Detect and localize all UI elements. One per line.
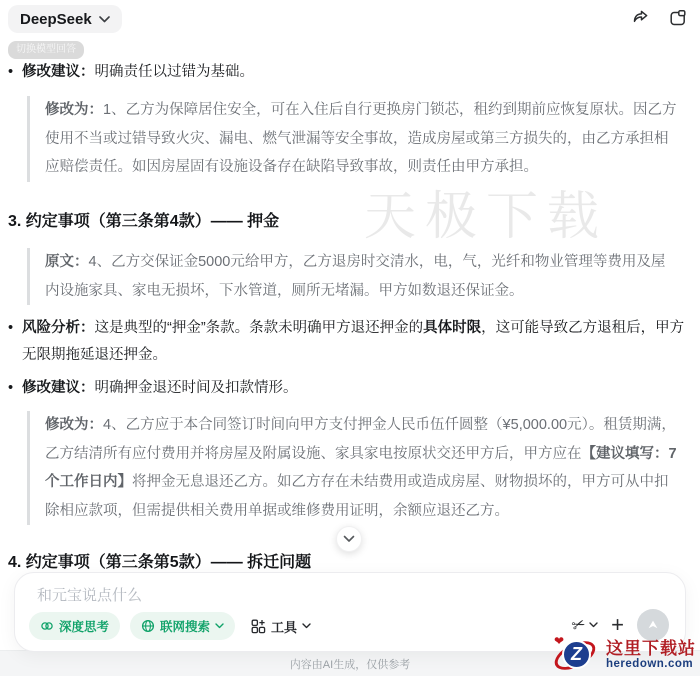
risk-analysis-bullet (10, 315, 686, 369)
tools-grid-icon (251, 619, 266, 634)
logo-letter: Z (562, 640, 591, 669)
bullet-label: 修改建议： (22, 380, 95, 396)
chat-input[interactable] (37, 584, 517, 606)
chevron-down-icon (343, 535, 355, 543)
model-switch-tooltip: 切换模型回答 (8, 41, 84, 59)
chevron-down-icon (589, 622, 598, 628)
quote-label: 修改为： (45, 102, 103, 118)
model-name: DeepSeek (20, 10, 92, 28)
bullet-bold-text: 具体时限 (423, 320, 482, 336)
ai-disclaimer: 内容由AI生成，仅供参考 (289, 659, 411, 671)
capture-icon[interactable] (668, 8, 688, 28)
quote-bold-text: 【建议填写：7个工作日内】 (45, 445, 677, 490)
site-logo-icon (552, 636, 602, 674)
quote-block-3 (27, 411, 678, 525)
globe-icon (141, 619, 155, 633)
share-icon[interactable] (630, 8, 650, 28)
quote-block-2 (27, 248, 678, 305)
quote-text: 4、乙方应于本合同签订时间向甲方支付押金人民币伍仟圆整（¥5,000.00元）。租赁期满，乙方结清所有应付费用并将房屋及附属设施、家具家电按原状交还甲方后，甲方应在 (45, 417, 676, 462)
site-name: 这里下载站 (606, 638, 696, 658)
deep-think-button[interactable] (29, 612, 120, 640)
section-heading-4: 4. 约定事项（第三条第5款）—— 拆迁问题 (8, 554, 312, 571)
quote-text: 4、乙方交保证金5000元给甲方，乙方退房时交清水，电，气，光纤和物业管理等费用及屋内设施家具、家电无损坏，下水管道，厕所无堵漏。甲方如数退还保证金。 (45, 254, 666, 299)
quote-block-1 (27, 96, 678, 182)
chevron-down-icon (215, 623, 224, 629)
bullet-label: 修改建议： (22, 64, 95, 80)
bullet-text: 这是典型的“押金”条款。条款未明确甲方退还押金的 (94, 320, 424, 336)
site-watermark: 天极下载 (364, 188, 609, 246)
tools-label: 工具 (271, 619, 298, 635)
quote-label: 原文： (45, 254, 89, 270)
quote-text: 将押金无息退还乙方。如乙方存在未结费用或造成房屋、财物损坏的，甲方可从中扣除相应款项，但需提供相关费用单据或维修费用证明，余额应退还乙方。 (45, 474, 669, 519)
quote-text: 1、乙方为保障居住安全，可在入住后自行更换房门锁芯，租约到期前应恢复原状。因乙方使用不当或过错导致火灾、漏电、燃气泄漏等安全事故，造成房屋或第三方损失的，由乙方承担相应赔偿责任。如因房屋固有设施设备存在缺陷导致事故，则责任由甲方承担。 (45, 102, 677, 175)
chevron-down-icon (99, 16, 110, 23)
deep-think-icon (40, 619, 54, 633)
site-badge (552, 636, 696, 674)
chevron-down-icon (302, 623, 311, 629)
screenshot-button[interactable] (569, 615, 598, 636)
web-search-label: 联网搜索 (160, 620, 211, 634)
heart-icon: ❤ (554, 634, 565, 648)
suggestion-bullet-1 (10, 59, 686, 86)
tools-button[interactable] (245, 612, 317, 640)
bullet-text: 明确责任以过错为基础。 (94, 64, 254, 80)
bullet-label: 风险分析： (22, 320, 95, 336)
deep-think-label: 深度思考 (59, 620, 110, 634)
section-heading-3: 3. 约定事项（第三条第4款）—— 押金 (8, 213, 280, 230)
web-search-button[interactable] (130, 612, 235, 640)
bullet-text: 明确押金退还时间及扣款情形。 (94, 380, 298, 396)
attach-button[interactable]: + (611, 612, 624, 637)
site-url: heredown.com (606, 657, 694, 670)
send-arrow-icon (645, 617, 661, 633)
scroll-to-bottom-button[interactable] (336, 526, 362, 552)
bullet-text: ，这可能导致乙方退租后，甲方无限期拖延退还押金。 (22, 320, 685, 363)
model-selector[interactable] (8, 5, 122, 33)
suggestion-bullet-2 (10, 375, 686, 402)
quote-label: 修改为： (45, 417, 103, 433)
scissors-icon: ✂ (569, 615, 588, 636)
